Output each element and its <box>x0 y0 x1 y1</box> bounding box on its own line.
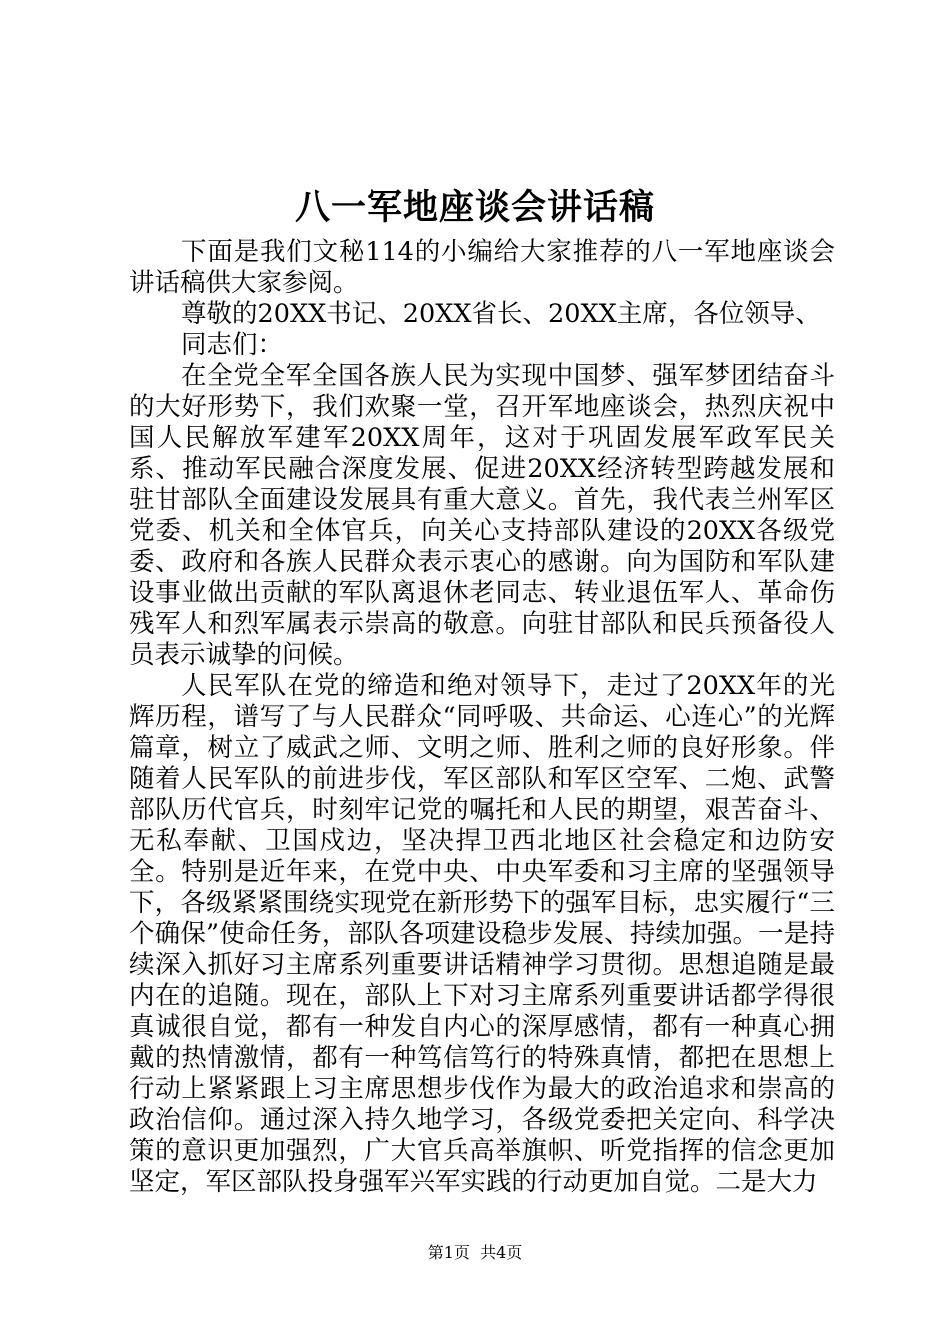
body-paragraph: 人民军队在党的缔造和绝对领导下，走过了20XX年的光辉历程，谱写了与人民群众“同呼吸、共命运、心连心”的光辉篇章，树立了威武之师、文明之师、胜利之师的良好形象。伴随着人民军队的前进步伐，军区部队和军区空军、二炮、武警部队历代官兵，时刻牢记党的嘱托和人民的期望，艰苦奋斗、无私奉献、卫国戍边，坚决捍卫西北地区社会稳定和边防安全。特别是近年来，在党中央、中央军委和习主席的坚强领导下，各级紧紧围绕实现党在新形势下的强军目标，忠实履行“三个确保”使命任务，部队各项建设稳步发展、持续加强。一是持续深入抓好习主席系列重要讲话精神学习贯彻。思想追随是最内在的追随。现在，部队上下对习主席系列重要讲话都学得很真诚很自觉，都有一种发自内心的深厚感情，都有一种真心拥戴的热情激情，都有一种笃信笃行的特殊真情，都把在思想上行动上紧紧跟上习主席思想步伐作为最大的政治追求和崇高的政治信仰。通过深入持久地学习，各级党委把关定向、科学决策的意识更加强烈，广大官兵高举旗帜、听党指挥的信念更加坚定，军区部队投身强军兴军实践的行动更加自觉。二是大力 <box>129 671 835 1197</box>
page-footer <box>0 1242 950 1264</box>
document-body <box>129 237 835 1198</box>
salutation-comrades: 同志们： <box>181 330 284 360</box>
salutation-line: 尊敬的20XX书记、20XX省长、20XX主席，各位领导、 <box>181 299 821 329</box>
body-paragraph: 在全党全军全国各族人民为实现中国梦、强军梦团结奋斗的大好形势下，我们欢聚一堂，召开军地座谈会，热烈庆祝中国人民解放军建军20XX周年，这对于巩固发展军政军民关系、推动军民融合深度发展、促进20XX经济转型跨越发展和驻甘部队全面建设发展具有重大意义。首先，我代表兰州军区党委、机关和全体官兵，向关心支持部队建设的20XX各级党委、政府和各族人民群众表示衷心的感谢。向为国防和军队建设事业做出贡献的军队离退休老同志、转业退伍军人、革命伤残军人和烈军属表示崇高的敬意。向驻甘部队和民兵预备役人员表示诚挚的问候。 <box>129 361 835 670</box>
page-total: 共4页 <box>480 1243 523 1262</box>
page-number: 第1页 <box>427 1243 470 1262</box>
document-title: 八一军地座谈会讲话稿 <box>294 187 655 228</box>
intro-paragraph: 下面是我们文秘114的小编给大家推荐的八一军地座谈会讲话稿供大家参阅。 <box>129 237 835 298</box>
